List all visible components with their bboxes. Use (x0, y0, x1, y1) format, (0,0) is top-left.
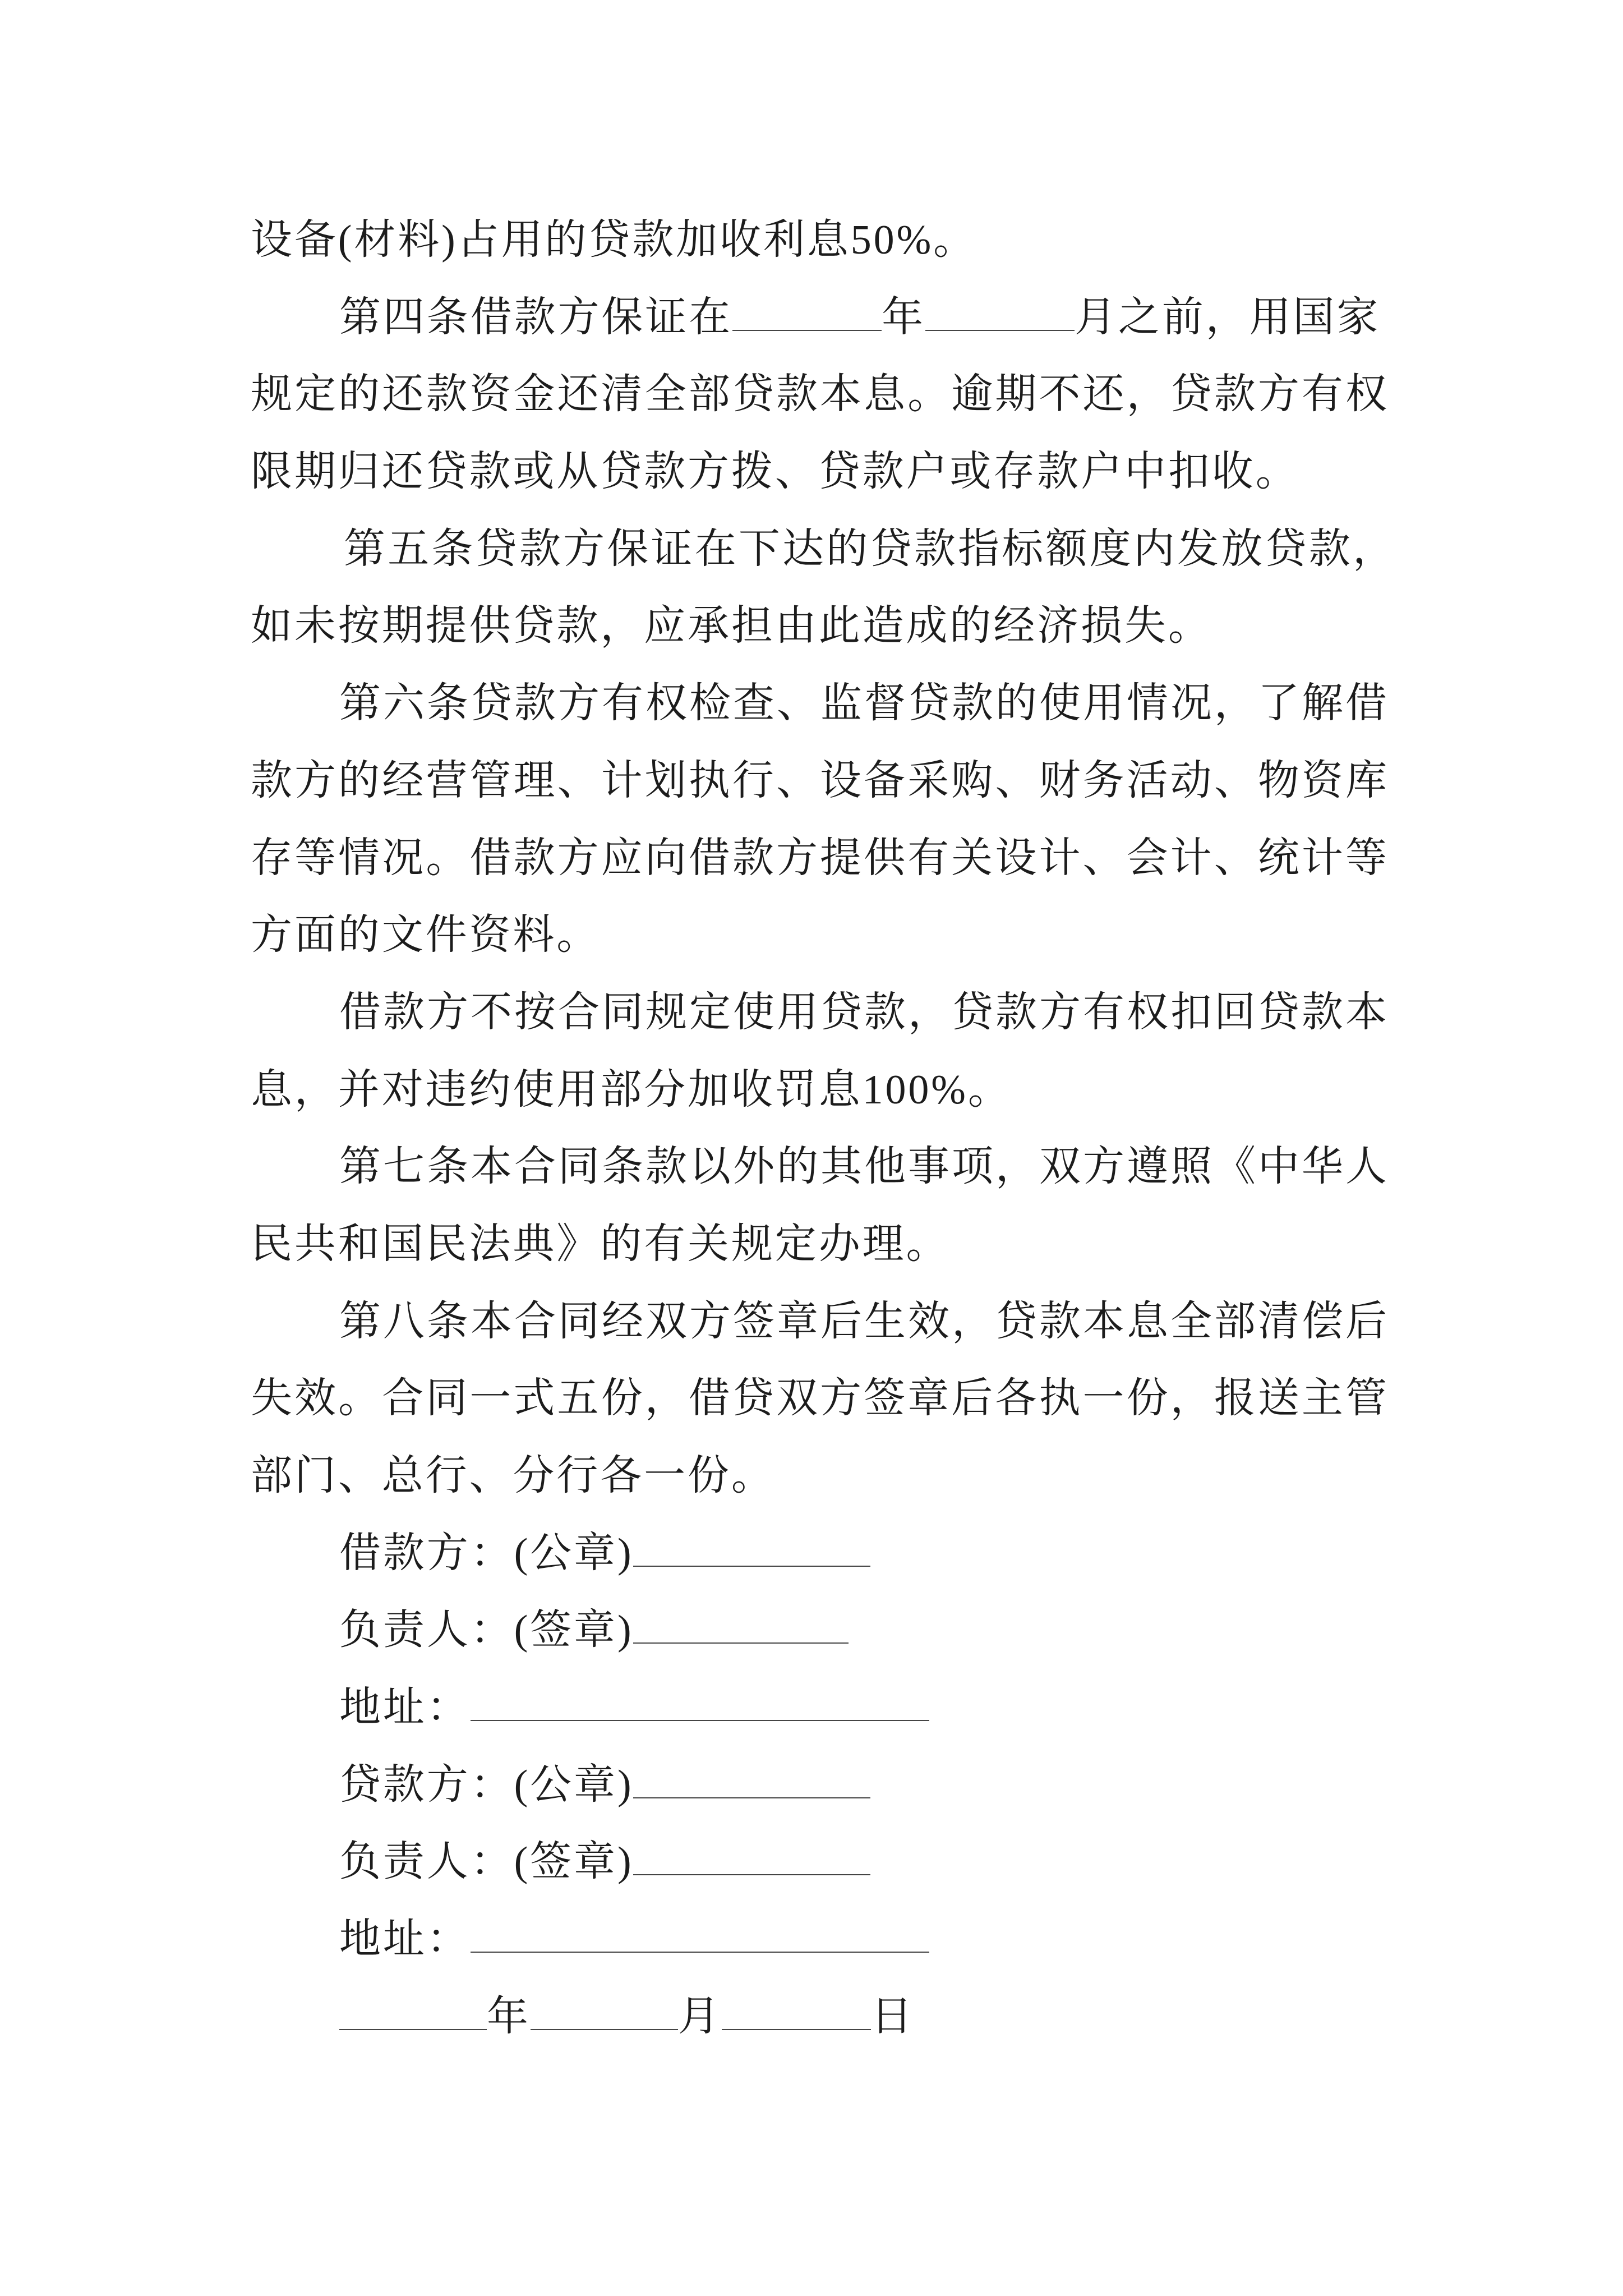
borrower-address-blank (471, 1697, 929, 1721)
lender-representative-line (0, 1824, 1623, 1901)
article-4-line-1 (0, 279, 1623, 357)
month-blank (925, 307, 1075, 331)
lender-party-line (0, 1747, 1623, 1824)
penalty-line-1 (0, 974, 1623, 1052)
date-month-blank (531, 2007, 678, 2030)
article-4-text-1: 第四条借款方保证在 (339, 294, 733, 341)
article-5-text: 如未按期提供贷款，应承担由此造成的经济损失。 (251, 603, 1212, 650)
article-4-text: 规定的还款资金还清全部贷款本息。逾期不还，贷款方有权 (251, 371, 1387, 418)
article-7-line-1 (0, 1129, 1623, 1206)
carryover-line (0, 202, 1623, 279)
article-6-line-4 (0, 897, 1623, 974)
date-line (0, 1978, 1623, 2056)
article-5-line-1 (0, 511, 1623, 588)
borrower-representative-line (0, 1592, 1623, 1669)
borrower-seal-blank (633, 1543, 870, 1567)
borrower-representative-label: 负责人：(签章) (339, 1607, 634, 1654)
lender-address-blank (471, 1929, 929, 1953)
article-7-line-2 (0, 1206, 1623, 1283)
penalty-text: 借款方不按合同规定使用贷款，贷款方有权扣回贷款本 (339, 989, 1387, 1036)
lender-address-label: 地址： (339, 1916, 471, 1963)
lender-address-line (0, 1901, 1623, 1978)
penalty-text: 息，并对违约使用部分加收罚息100%。 (251, 1066, 1012, 1113)
article-6-line-3 (0, 820, 1623, 898)
article-6-text: 款方的经营管理、计划执行、设备采购、财务活动、物资库 (251, 757, 1387, 804)
contract-page (0, 202, 1623, 2056)
carryover-text: 设备(材料)占用的贷款加收利息50%。 (251, 217, 978, 263)
date-day-label: 日 (870, 1993, 915, 2040)
article-8-text: 部门、总行、分行各一份。 (251, 1453, 775, 1499)
borrower-signature-blank (633, 1620, 849, 1644)
article-6-text: 方面的文件资料。 (251, 912, 601, 959)
article-4-text-3: 月之前，用国家 (1075, 294, 1381, 341)
article-8-line-2 (0, 1360, 1623, 1438)
date-year-blank (339, 2007, 487, 2030)
article-7-text: 第七条本合同条款以外的其他事项，双方遵照《中华人 (339, 1144, 1387, 1190)
article-6-line-2 (0, 743, 1623, 820)
borrower-address-label: 地址： (339, 1685, 471, 1731)
article-8-text: 第八条本合同经双方签章后生效，贷款本息全部清偿后 (339, 1298, 1387, 1345)
lender-signature-blank (633, 1852, 870, 1875)
article-8-line-1 (0, 1283, 1623, 1361)
borrower-address-line (0, 1669, 1623, 1747)
article-5-line-2 (0, 588, 1623, 665)
lender-representative-label: 负责人：(签章) (339, 1839, 634, 1885)
lender-seal-blank (633, 1775, 870, 1798)
borrower-party-label: 借款方：(公章) (339, 1530, 634, 1576)
borrower-party-line (0, 1515, 1623, 1593)
article-8-text: 失效。合同一式五份，借贷双方签章后各执一份，报送主管 (251, 1375, 1387, 1422)
date-month-label: 月 (677, 1993, 722, 2040)
article-6-text: 存等情况。借款方应向借款方提供有关设计、会计、统计等 (251, 835, 1387, 881)
date-year-label: 年 (487, 1993, 531, 2040)
year-blank (732, 307, 882, 331)
article-6-line-1 (0, 665, 1623, 743)
article-7-text: 民共和国民法典》的有关规定办理。 (251, 1221, 950, 1267)
article-6-text: 第六条贷款方有权检查、监督贷款的使用情况，了解借 (339, 680, 1387, 727)
article-4-text-2: 年 (882, 294, 926, 341)
penalty-line-2 (0, 1052, 1623, 1129)
article-8-line-3 (0, 1438, 1623, 1515)
article-4-line-2 (0, 356, 1623, 434)
date-day-blank (722, 2007, 871, 2030)
article-5-text: 第五条贷款方保证在下达的贷款指标额度内发放贷款， (344, 526, 1394, 572)
article-4-text: 限期归还贷款或从贷款方拨、贷款户或存款户中扣收。 (251, 449, 1299, 495)
article-4-line-3 (0, 434, 1623, 511)
lender-party-label: 贷款方：(公章) (339, 1761, 634, 1808)
